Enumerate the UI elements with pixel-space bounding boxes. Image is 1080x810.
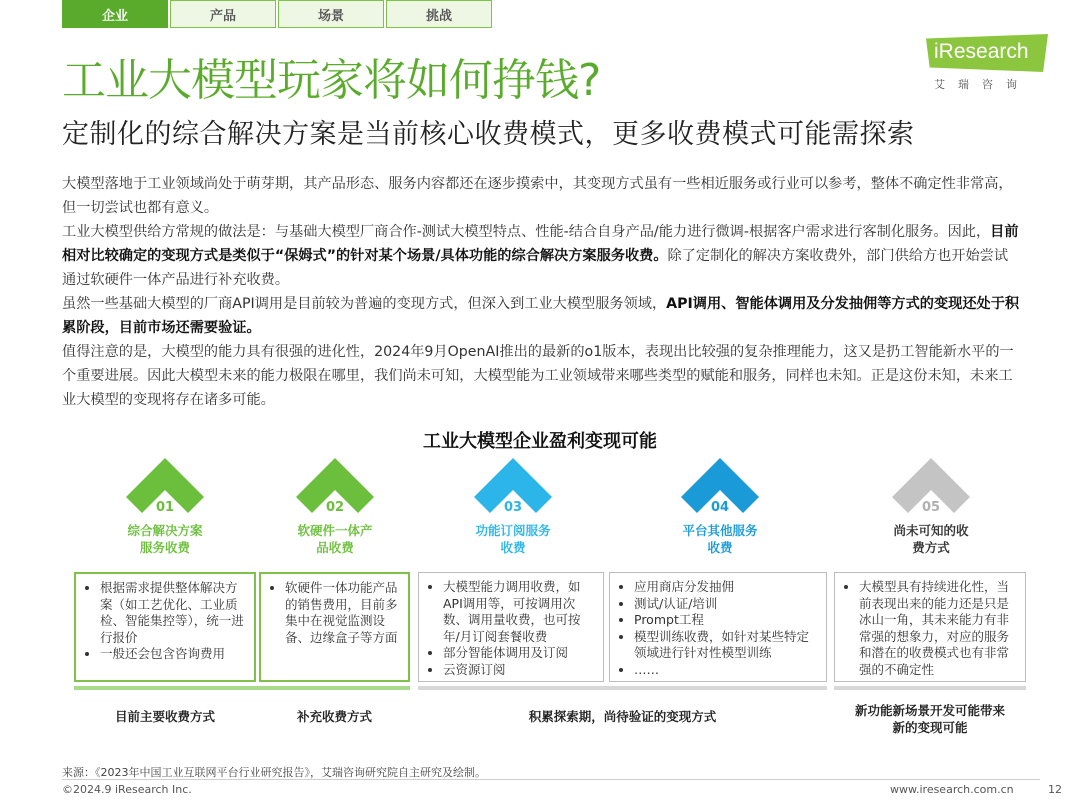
detail-item: • 模型训练收费，如针对某些特定领域进行针对性模型训练 xyxy=(634,629,818,662)
paragraph-2-bold: 目前相对比较确定的变现方式是类似于“保姆式”的针对某个场景/具体功能的综合解决方案服务收费。 xyxy=(62,224,1019,264)
paragraph-2-c: 除了定制化的解决方案收费外，部门供给方也开始尝试通过软硬件一体产品进行补充收费。 xyxy=(62,248,1009,288)
bar-future xyxy=(834,686,1026,690)
label-new-possibility xyxy=(834,702,1026,736)
stage-01 xyxy=(115,458,215,556)
logo-subtext: 艾瑞咨询 xyxy=(934,78,1030,91)
tab-scenario[interactable]: 场景 xyxy=(278,0,384,28)
chevron-up-icon xyxy=(126,458,204,518)
detail-item: • 根据需求提供整体解决方案（如工艺优化、工业质检、智能集控等），统一进行报价 xyxy=(100,580,246,646)
paragraph-2 xyxy=(62,220,1022,292)
tab-enterprise[interactable]: 企业 xyxy=(62,0,168,28)
detail-item: • 大模型具有持续进化性，当前表现出来的能力还是只是冰山一角，其未来能力有非常强的想象力，对应的服务和潜在的收费模式也有非常强的不确定性 xyxy=(859,579,1017,678)
stage-label-line1: 功能订阅服务 xyxy=(475,523,551,538)
detail-item: • Prompt工程 xyxy=(634,612,818,629)
page-title: 工业大模型玩家将如何挣钱? xyxy=(62,55,601,106)
bar-exploring xyxy=(418,686,827,690)
detail-item: • 部分智能体调用及订阅 xyxy=(443,645,595,662)
paragraph-2-a: 工业大模型供给方常规的做法是：与基础大模型厂商合作-测试大模型特点、性能-结合自身产品/能力进行微调-根据客户需求进行客制化服务。因此， xyxy=(62,224,991,240)
svg-text:04: 04 xyxy=(710,500,730,515)
stage-label-line1: 软硬件一体产 xyxy=(297,523,373,538)
tab-challenge[interactable]: 挑战 xyxy=(386,0,492,28)
stage-03 xyxy=(463,458,563,556)
page-subtitle: 定制化的综合解决方案是当前核心收费模式，更多收费模式可能需探索 xyxy=(62,119,915,150)
tab-product[interactable]: 产品 xyxy=(170,0,276,28)
stage-label xyxy=(115,522,215,556)
page-number: 12 xyxy=(1048,783,1062,796)
detail-item: • 大模型能力调用收费，如API调用等，可按调用次数、调用量收费，也可按年/月订阅套餐收费 xyxy=(443,579,595,645)
stage-04 xyxy=(670,458,770,556)
stage-label-line2: 费方式 xyxy=(912,540,950,555)
detail-item: • 一般还会包含咨询费用 xyxy=(100,646,246,663)
stage-label-line2: 品收费 xyxy=(316,540,354,555)
svg-text:01: 01 xyxy=(155,500,175,515)
detail-item: • 软硬件一体功能产品的销售费用，目前多集中在视觉监测设备、边缘盒子等方面 xyxy=(285,580,400,646)
chevron-up-icon xyxy=(892,458,970,518)
label-new-line2: 新的变现可能 xyxy=(892,720,968,735)
detail-item: • …… xyxy=(634,662,818,679)
stage-03-detail-box xyxy=(418,572,604,682)
paragraph-1: 大模型落地于工业领域尚处于萌芽期，其产品形态、服务内容都还在逐步摸索中，其变现方式虽有一些相近服务或行业可以参考，整体不确定性非常高，但一切尝试也都有意义。 xyxy=(62,176,1013,216)
stage-label-line1: 尚未可知的收 xyxy=(893,523,969,538)
paragraph-4: 值得注意的是，大模型的能力具有很强的进化性，2024年9月OpenAI推出的最新的o1版本，表现出比较强的复杂推理能力，这又是扔工智能新水平的一个重要进展。因此大模型未来的能力极限在哪里，我们尚未可知，大模型能为工业领域带来哪些类型的赋能和服务，同样也未知。正是这份未知，未来工业大模型的变现将存在诸多可能。 xyxy=(62,344,1014,408)
detail-item: • 测试/认证/培训 xyxy=(634,596,818,613)
footer-divider xyxy=(62,779,1040,780)
source-note: 来源：《2023年中国工业互联网平台行业研究报告》，艾瑞咨询研究院自主研究及绘制。 xyxy=(62,766,486,779)
label-supplement-fee: 补充收费方式 xyxy=(296,709,372,724)
detail-item: • 应用商店分发抽佣 xyxy=(634,579,818,596)
body-text xyxy=(62,172,1022,412)
svg-text:03: 03 xyxy=(503,500,523,515)
stage-label-line2: 收费 xyxy=(707,540,733,555)
label-exploring: 积累探索期，尚待验证的变现方式 xyxy=(528,709,717,724)
stage-label-line2: 服务收费 xyxy=(139,540,190,555)
chevron-up-icon xyxy=(474,458,552,518)
top-tabs xyxy=(62,0,494,28)
label-main-fee: 目前主要收费方式 xyxy=(114,709,215,724)
bar-current xyxy=(74,686,410,690)
stage-02 xyxy=(285,458,385,556)
chart-title: 工业大模型企业盈利变现可能 xyxy=(423,431,657,452)
stage-01-detail-box xyxy=(74,572,256,682)
stage-label xyxy=(670,522,770,556)
stage-05-detail-box xyxy=(834,572,1026,682)
stage-label-line1: 平台其他服务 xyxy=(682,523,758,538)
stage-label xyxy=(881,522,981,556)
stage-label-line1: 综合解决方案 xyxy=(127,523,203,538)
chevron-up-icon xyxy=(681,458,759,518)
stage-label xyxy=(285,522,385,556)
stage-label xyxy=(463,522,563,556)
svg-text:05: 05 xyxy=(921,500,941,515)
stage-05 xyxy=(881,458,981,556)
label-new-line1: 新功能新场景开发可能带来 xyxy=(854,703,1005,718)
chevron-up-icon xyxy=(296,458,374,518)
stage-label-line2: 收费 xyxy=(500,540,526,555)
stage-02-detail-box xyxy=(259,572,410,682)
website-link[interactable]: www.iresearch.com.cn xyxy=(890,783,1014,796)
paragraph-3-bold: API调用、智能体调用及分发抽佣等方式的变现还处于积累阶段，目前市场还需要验证。 xyxy=(62,296,1020,336)
copyright: ©2024.9 iResearch Inc. xyxy=(62,783,192,796)
detail-item: • 云资源订阅 xyxy=(443,662,595,679)
logo-text: iResearch xyxy=(934,40,1029,63)
svg-text:02: 02 xyxy=(325,500,345,515)
iresearch-logo xyxy=(926,34,1048,94)
paragraph-3-a: 虽然一些基础大模型的厂商API调用是目前较为普遍的变现方式，但深入到工业大模型服务领域， xyxy=(62,296,667,312)
stage-04-detail-box xyxy=(609,572,827,682)
paragraph-3 xyxy=(62,292,1022,340)
